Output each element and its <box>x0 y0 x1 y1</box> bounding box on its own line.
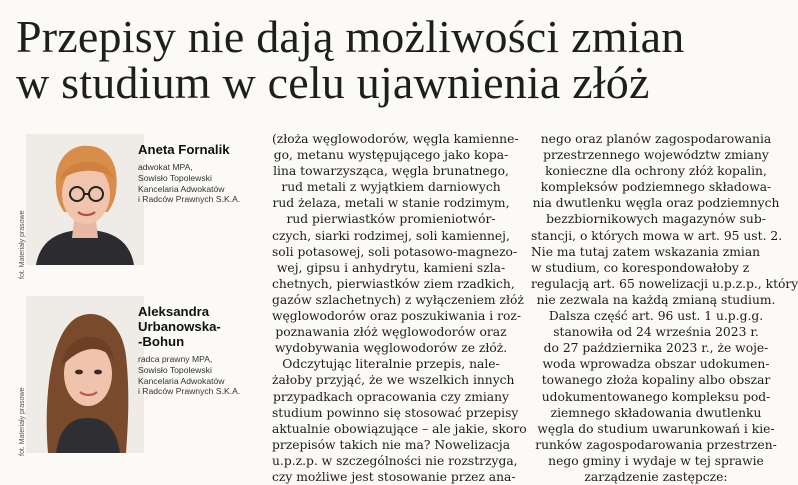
text-line: zarządzenie zastępcze: <box>584 469 728 484</box>
text-line: (złoża węglowodorów, węgla kamienne- <box>272 132 519 146</box>
headline-line: Przepisy nie dają możliwości zmian <box>16 11 685 62</box>
text-line: chetnych, pierwiastków ziem rzadkich, <box>272 276 515 291</box>
article-column-2 <box>531 131 798 485</box>
author-block <box>16 134 266 284</box>
text-line: nego oraz planów zagospodarowania <box>540 132 772 146</box>
text-line: go, metanu występującego jako kopa- <box>273 148 509 163</box>
text-line: Odczytując literalnie przepis, nale- <box>282 357 500 372</box>
text-line: wej, gipsu i anhydrytu, kamieni szla- <box>276 260 506 275</box>
article-column-1 <box>272 131 527 485</box>
text-line: kompleksów podziemnego składowa- <box>540 180 772 195</box>
text-line: rud żelaza, metali w stanie rodzimym, <box>272 196 510 211</box>
text-line: lina towarzysząca, węgla brunatnego, <box>273 164 509 179</box>
author-name: Aneta Fornalik <box>138 142 230 157</box>
text-line: w studium, co korespondowałoby z <box>531 260 750 275</box>
text-line: konieczne dla ochrony złóż kopalin, <box>545 164 767 179</box>
text-line: Nie ma tutaj zatem wskazania zmian <box>531 244 761 259</box>
photo-credit: fot. Materiały prasowe <box>19 210 26 279</box>
text-line: czych, siarki rodzimej, soli kamiennej, <box>272 228 510 243</box>
text-line: regulacją art. 65 nowelizacji u.p.z.p., który <box>531 276 798 291</box>
text-line: soli potasowej, soli potasowo-magnezo- <box>272 244 518 259</box>
author-info <box>138 304 278 397</box>
text-line: stancji, o których mowa w art. 95 ust. 2. <box>531 228 783 243</box>
text-line: żałoby przyjąć, że we wszelkich innych <box>272 373 515 388</box>
text-line: przestrzennego województw zmiany <box>543 148 769 163</box>
author-role: adwokat MPA, Sowisło Topolewski Kancelaria Adwokatów i Radców Prawnych S.K.A. <box>138 162 241 205</box>
text-line: studium powinno się stosować przepisy <box>272 405 519 420</box>
text-line: runków zagospodarowania przestrzen- <box>535 437 777 452</box>
author-role: radca prawny MPA, Sowisło Topolewski Kancelaria Adwokatów i Radców Prawnych S.K.A. <box>138 354 241 397</box>
text-line: gazów szlachetnych) z wyłączeniem złóż <box>272 292 524 307</box>
text-line: wydobywania węglowodorów ze złóż. <box>274 341 508 356</box>
author-block <box>16 296 266 456</box>
text-line: węgla do studium uwarunkowań i kie- <box>537 421 775 436</box>
author-info <box>138 142 278 205</box>
text-line: woda wprowadza obszar udokumen- <box>542 357 770 372</box>
text-line: przepisów takich nie ma? Nowelizacja <box>272 437 511 452</box>
text-line: czy możliwe jest stosowanie przez ana- <box>272 469 516 484</box>
text-line: przypadkach opracowania czy zmiany <box>273 389 509 404</box>
photo-credit: fot. Materiały prasowe <box>19 387 26 456</box>
text-line: udokumentowanego kompleksu pod- <box>541 389 771 404</box>
text-line: rud metali z wyjątkiem darniowych <box>281 180 501 195</box>
text-line: do 27 października 2023 r., że woje- <box>543 341 769 356</box>
text-line: węglowodorów oraz poszukiwania i roz- <box>272 309 522 324</box>
article-headline <box>16 11 786 108</box>
text-line: bezzbiornikowych magazynów sub- <box>546 212 766 227</box>
text-line: stanowiła od 24 września 2023 r. <box>553 325 759 340</box>
author-photo <box>26 134 144 265</box>
text-line: poznawania złóż węglowodorów oraz <box>275 325 507 340</box>
author-name: Aleksandra Urbanowska- -Bohun <box>138 304 221 349</box>
text-line: u.p.z.p. w szczególności nie rozstrzyga, <box>272 453 518 468</box>
author-photo <box>26 296 144 453</box>
text-line: nie zezwala na każdą zmianą studium. <box>536 292 776 307</box>
text-line: ziemnego składowania dwutlenku <box>550 405 762 420</box>
headline-line: w studium w celu ujawnienia złóż <box>16 57 650 108</box>
text-line: Dalsza część art. 96 ust. 1 u.p.g.g. <box>548 309 764 324</box>
text-line: nia dwutlenku węgla oraz podziemnych <box>532 196 780 211</box>
text-line: nego gminy i wydaje w tej sprawie <box>548 453 764 468</box>
text-line: aktualnie obowiązujące – ale jakie, skoro <box>272 421 527 436</box>
text-line: towanego złoża kopaliny albo obszar <box>541 373 771 388</box>
text-line: rud pierwiastków promieniotwór- <box>286 212 496 227</box>
